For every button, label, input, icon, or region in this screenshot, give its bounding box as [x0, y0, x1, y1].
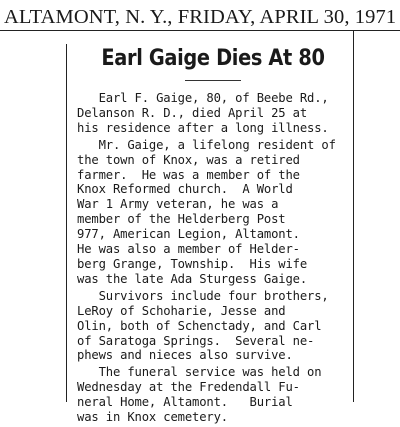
- column-rule-left: [66, 44, 67, 402]
- article-headline: Earl Gaige Dies At 80: [101, 46, 325, 71]
- article-paragraph-2: Mr. Gaige, a lifelong resident of the town of Knox, was a retired farmer. He was a member of the Knox Reformed church. A World War 1 Army veteran, he was a member of the Helderberg Post 977, American Legion, Altamont. He was also a member of Helder- berg Grange, Township. His wife was the late Ada Sturgess Gaige.: [77, 137, 336, 286]
- newspaper-masthead: ALTAMONT, N. Y., FRIDAY, APRIL 30, 1971: [4, 6, 397, 28]
- masthead-rule: [0, 30, 400, 31]
- column-rule-right: [353, 31, 354, 402]
- obituary-article: [77, 46, 349, 427]
- article-paragraph-1: Earl F. Gaige, 80, of Beebe Rd., Delanson R. D., died April 25 at his residence after a long illness.: [77, 91, 329, 135]
- headline-divider: [185, 80, 241, 81]
- article-paragraph-4: The funeral service was held on Wednesday at the Fredendall Fu- neral Home, Altamont. Burial was in Knox cemetery.: [77, 365, 322, 425]
- article-paragraph-3: Survivors include four brothers, LeRoy of Schoharie, Jesse and Olin, both of Schenctady, and Carl of Saratoga Springs. Several ne- phews and nieces also survive.: [77, 288, 329, 363]
